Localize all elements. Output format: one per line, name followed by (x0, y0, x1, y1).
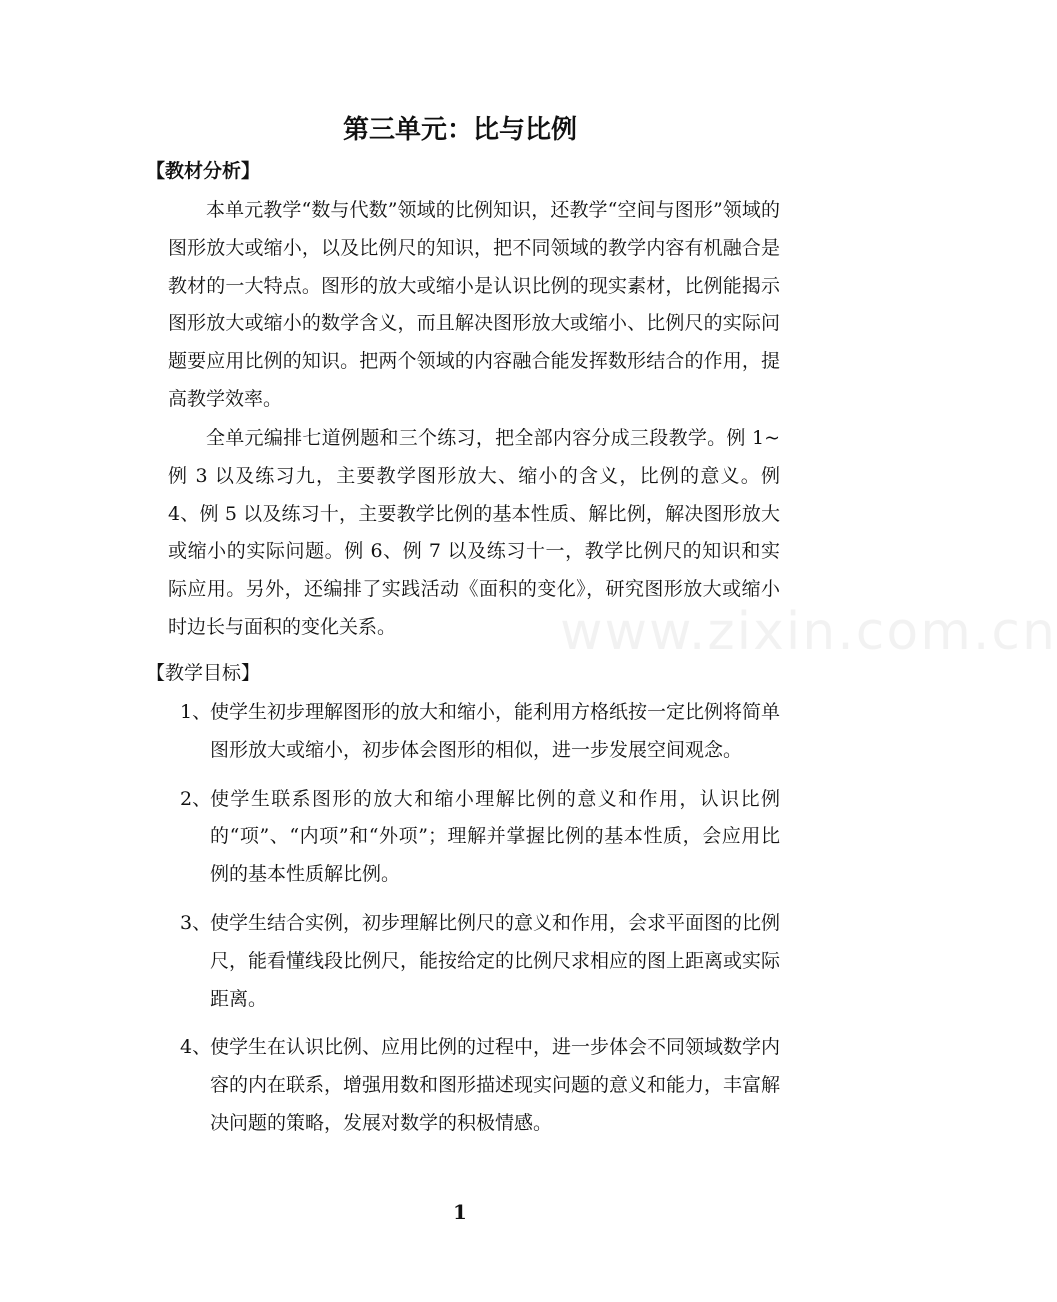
list-item-number: 4、 (180, 1036, 212, 1059)
page-number: 1 (453, 1200, 467, 1224)
list-item-text: 使学生在认识比例、应用比例的过程中，进一步体会不同领域数学内容的内在联系，增强用数和图形描述现实问题的意义和能力，丰富解决问题的策略，发展对数学的积极情感。 (210, 1036, 781, 1134)
section-heading-material-analysis: 【教材分析】 (146, 160, 261, 182)
list-item (180, 694, 780, 770)
list-item-number: 2、 (180, 787, 212, 810)
list-item-text: 使学生结合实例，初步理解比例尺的意义和作用，会求平面图的比例尺，能看懂线段比例尺，能按给定的比例尺求相应的图上距离或实际距离。 (210, 911, 781, 1010)
watermark: www.zixin.com.cn (560, 602, 1057, 662)
list-item (180, 905, 780, 1018)
paragraph: 本单元教学“数与代数”领域的比例知识，还教学“空间与图形”领域的图形放大或缩小，以及比例尺的知识，把不同领域的教学内容有机融合是教材的一大特点。图形的放大或缩小是认识比例的现实素材，比例能揭示图形放大或缩小的数学含义，而且解决图形放大或缩小、比例尺的实际问题要应用比例的知识。把两个领域的内容融合能发挥数形结合的作用，提高教学效率。 (168, 199, 780, 410)
list-item (180, 781, 780, 894)
list-item-number: 1、 (180, 701, 212, 723)
list-item (180, 1029, 780, 1142)
goals-list (180, 694, 780, 1154)
section-heading-teaching-goals: 【教学目标】 (146, 662, 261, 684)
list-item-text: 使学生初步理解图形的放大和缩小，能利用方格纸按一定比例将简单图形放大或缩小，初步体会图形的相似，进一步发展空间观念。 (210, 701, 781, 761)
paragraph: 全单元编排七道例题和三个练习，把全部内容分成三段教学。例 1~例 3 以及练习九，主要教学图形放大、缩小的含义，比例的意义。例 4、例 5 以及练习十，主要教学比例的基本性质、解比例，解决图形放大或缩小的实际问题。例 6、例 7 以及练习十一，教学比例尺的知识和实际应用。另外，还编排了实践活动《面积的变化》，研究图形放大或缩小时边长与面积的变化关系。 (168, 427, 780, 638)
list-item-number: 3、 (180, 911, 212, 934)
list-item-text: 使学生联系图形的放大和缩小理解比例的意义和作用，认识比例的“项”、“内项”和“外项”；理解并掌握比例的基本性质，会应用比例的基本性质解比例。 (210, 787, 780, 886)
page-title: 第三单元：比与比例 (342, 115, 577, 145)
